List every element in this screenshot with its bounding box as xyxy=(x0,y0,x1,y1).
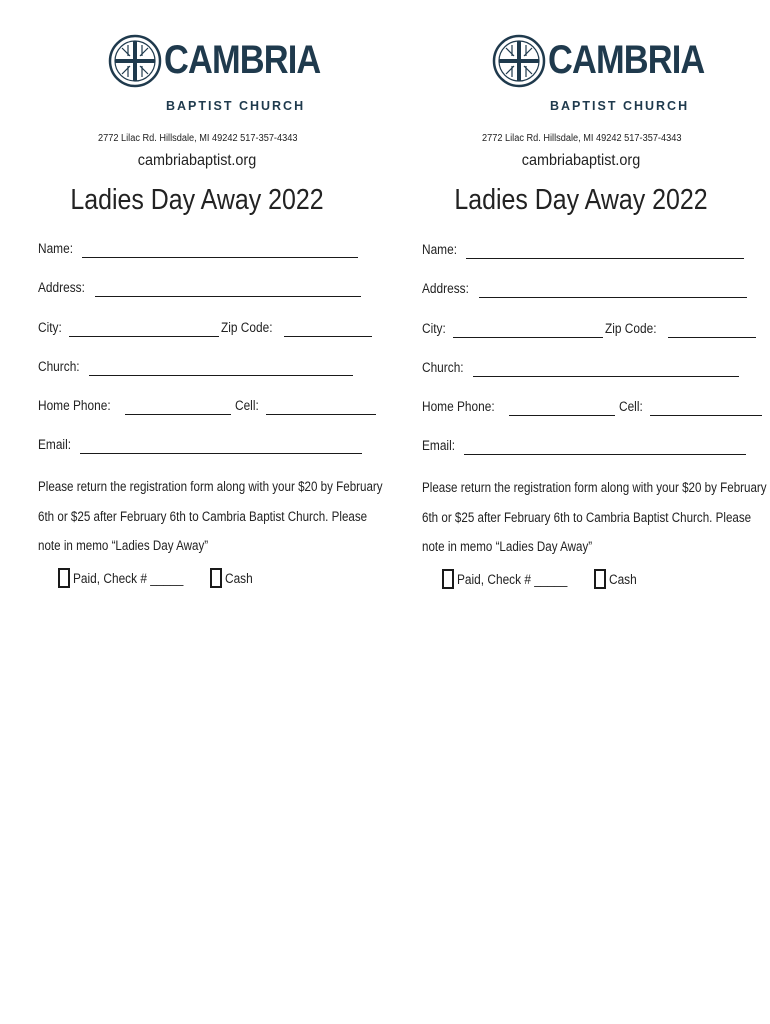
cash-option[interactable] xyxy=(210,568,257,588)
church-line[interactable] xyxy=(89,361,353,376)
church-field[interactable] xyxy=(422,357,739,377)
cash-label: Cash xyxy=(609,571,637,587)
email-field[interactable] xyxy=(38,434,362,454)
zip-label: Zip Code: xyxy=(605,321,657,336)
zip-line[interactable] xyxy=(668,323,756,338)
form-title: Ladies Day Away 2022 xyxy=(454,184,708,216)
website: cambriabaptist.org xyxy=(137,152,257,169)
zip-line[interactable] xyxy=(284,322,372,337)
name-line[interactable] xyxy=(466,244,744,259)
church-line[interactable] xyxy=(473,362,739,377)
contact-line: 2772 Lilac Rd. Hillsdale, MI 49242 517-357-4343 xyxy=(98,133,298,144)
registration-form-left xyxy=(38,0,383,586)
phone-field[interactable] xyxy=(38,395,376,415)
email-field[interactable] xyxy=(422,435,746,455)
payment-note xyxy=(38,472,383,561)
cash-checkbox[interactable] xyxy=(210,568,222,588)
paid-check-label: Paid, Check # _____ xyxy=(457,571,568,587)
cash-option[interactable] xyxy=(594,569,641,589)
name-label: Name: xyxy=(38,241,73,256)
home-phone-label: Home Phone: xyxy=(422,399,495,414)
cross-seal-icon xyxy=(492,34,546,88)
church-logo xyxy=(422,0,752,113)
city-field[interactable] xyxy=(422,318,756,338)
address-line[interactable] xyxy=(95,282,361,297)
city-label: City: xyxy=(422,321,446,336)
name-line[interactable] xyxy=(82,243,358,258)
address-field[interactable] xyxy=(38,277,361,297)
city-field[interactable] xyxy=(38,317,372,337)
note-line: note in memo “Ladies Day Away” xyxy=(422,539,593,554)
church-logo xyxy=(38,0,368,113)
form-title: Ladies Day Away 2022 xyxy=(70,184,324,216)
address-label: Address: xyxy=(422,281,469,296)
cell-label: Cell: xyxy=(234,398,259,413)
cell-label: Cell: xyxy=(618,399,643,414)
email-line[interactable] xyxy=(80,439,362,454)
zip-label: Zip Code: xyxy=(221,320,273,335)
paid-check-checkbox[interactable] xyxy=(442,569,454,589)
address-field[interactable] xyxy=(422,278,747,298)
brand-name: CAMBRIA xyxy=(548,38,705,82)
brand-subtitle: BAPTIST CHURCH xyxy=(550,99,690,113)
home-phone-line[interactable] xyxy=(509,401,615,416)
paid-check-label: Paid, Check # _____ xyxy=(73,570,184,586)
contact-line: 2772 Lilac Rd. Hillsdale, MI 49242 517-357-4343 xyxy=(482,133,682,144)
paid-check-option[interactable] xyxy=(58,568,198,588)
home-phone-label: Home Phone: xyxy=(38,398,111,413)
address-label: Address: xyxy=(38,280,85,295)
church-label: Church: xyxy=(38,359,80,374)
note-line: note in memo “Ladies Day Away” xyxy=(38,538,209,553)
cash-checkbox[interactable] xyxy=(594,569,606,589)
church-field[interactable] xyxy=(38,356,353,376)
paid-check-option[interactable] xyxy=(442,569,582,589)
email-line[interactable] xyxy=(464,440,746,455)
website: cambriabaptist.org xyxy=(521,152,641,169)
name-label: Name: xyxy=(422,242,457,257)
email-label: Email: xyxy=(38,437,72,452)
cell-line[interactable] xyxy=(266,400,376,415)
phone-field[interactable] xyxy=(422,396,762,416)
cash-label: Cash xyxy=(225,570,253,586)
cross-seal-icon xyxy=(108,34,162,88)
note-line: 6th or $25 after February 6th to Cambria Baptist Church. Please xyxy=(38,508,368,524)
name-field[interactable] xyxy=(422,239,744,259)
cell-line[interactable] xyxy=(650,401,762,416)
email-label: Email: xyxy=(422,438,456,453)
paid-check-checkbox[interactable] xyxy=(58,568,70,588)
note-line: Please return the registration form along with your $20 by February xyxy=(38,479,383,494)
church-label: Church: xyxy=(422,360,464,375)
address-line[interactable] xyxy=(479,283,747,298)
note-line: Please return the registration form along with your $20 by February xyxy=(422,480,767,495)
city-line[interactable] xyxy=(69,322,219,337)
payment-note xyxy=(422,473,767,562)
brand-name: CAMBRIA xyxy=(164,38,321,82)
city-line[interactable] xyxy=(453,323,603,338)
brand-subtitle: BAPTIST CHURCH xyxy=(166,99,306,113)
registration-form-right xyxy=(422,0,767,587)
home-phone-line[interactable] xyxy=(125,400,231,415)
name-field[interactable] xyxy=(38,238,358,258)
city-label: City: xyxy=(38,320,62,335)
note-line: 6th or $25 after February 6th to Cambria Baptist Church. Please xyxy=(422,509,752,525)
